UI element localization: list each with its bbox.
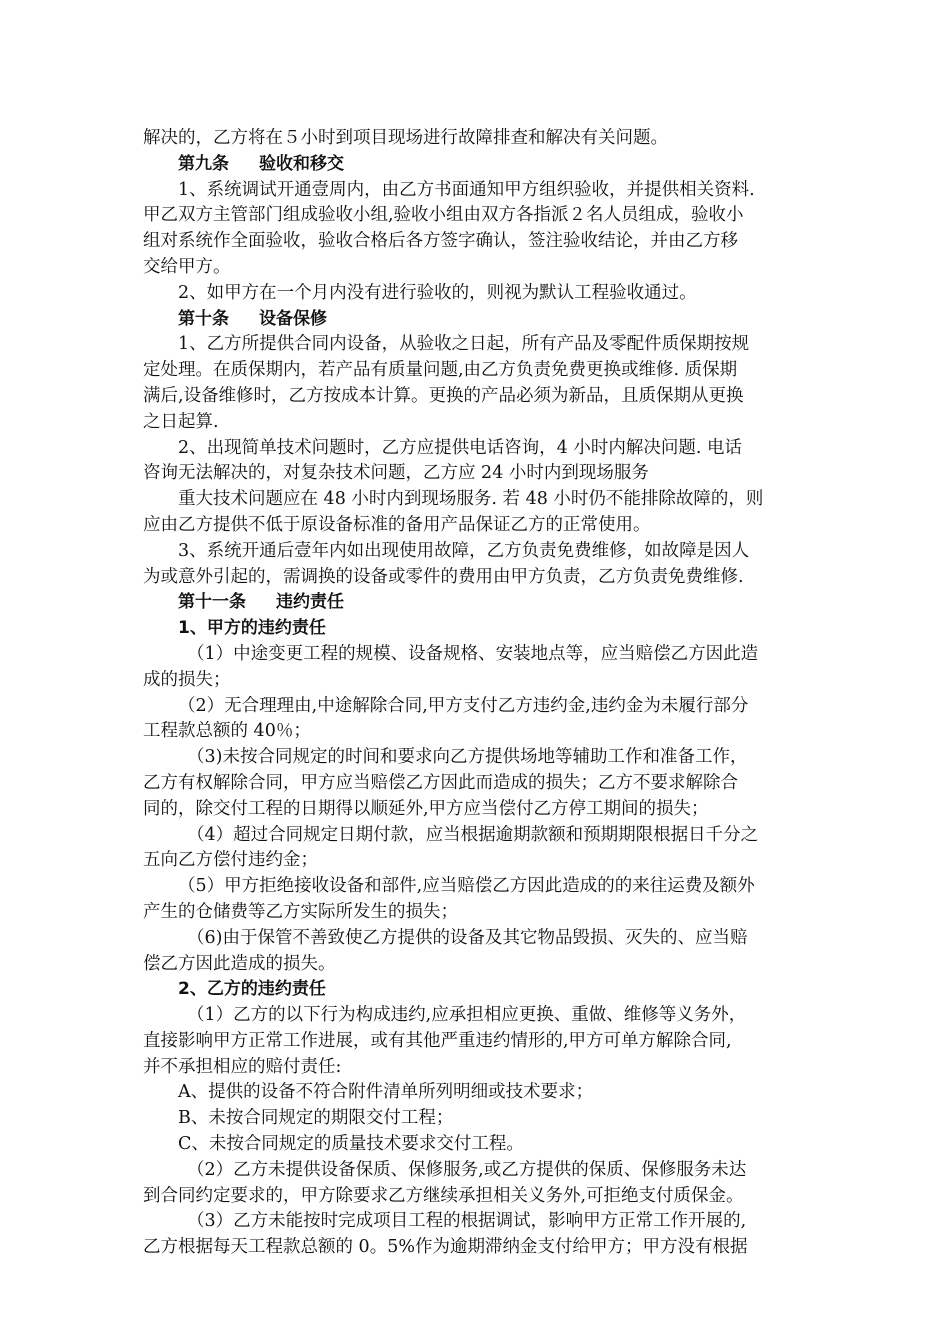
article-title: 违约责任 <box>276 592 344 613</box>
text-line: B、未按合同规定的期限交付工程； <box>178 1108 454 1129</box>
article-title: 验收和移交 <box>259 153 344 174</box>
text-line: （3)未按合同规定的时间和要求向乙方提供场地等辅助工作和准备工作， <box>187 747 748 768</box>
text-line: 2、出现简单技术问题时，乙方应提供电话咨询，4 小时内解决问题. 电话 <box>178 437 742 458</box>
text-line: 1、乙方所提供合同内设备，从验收之日起，所有产品及零配件质保期按规 <box>178 334 750 355</box>
text-line: 解决的，乙方将在５小时到项目现场进行故障排查和解决有关问题。 <box>143 128 668 148</box>
text-line: 偿乙方因此造成的损失。 <box>143 953 336 974</box>
text-line: 咨询无法解决的，对复杂技术问题，乙方应 24 小时内到现场服务 <box>143 463 649 484</box>
text-line: 到合同约定要求的，甲方除要求乙方继续承担相关义务外,可拒绝支付质保金。 <box>143 1185 744 1206</box>
article-title: 设备保修 <box>259 308 327 329</box>
text-line: 重大技术问题应在 48 小时内到现场服务. 若 48 小时仍不能排除故障的，则 <box>178 489 764 510</box>
text-line: （4）超过合同规定日期付款，应当根据逾期款额和预期期限根据日千分之 <box>187 824 759 845</box>
text-line: 1、系统调试开通壹周内，由乙方书面通知甲方组织验收，并提供相关资料. <box>178 179 755 200</box>
document-body <box>143 126 803 1261</box>
text-line: 定处理。在质保期内，若产品有质量问题,由乙方负责免费更换或维修. 质保期 <box>143 360 738 381</box>
text-line: （6)由于保管不善致使乙方提供的设备及其它物品毁损、灭失的、应当赔 <box>187 927 748 948</box>
text-line: 甲乙双方主管部门组成验收小组,验收小组由双方各指派２名人员组成，验收小 <box>143 205 744 226</box>
article-heading <box>143 152 803 178</box>
article-number: 第十一条 <box>178 592 246 613</box>
article-number: 第十条 <box>178 308 229 329</box>
text-line: 同的，除交付工程的日期得以顺延外,甲方应当偿付乙方停工期间的损失； <box>143 798 709 819</box>
text-line: （2）无合理理由,中途解除合同,甲方支付乙方违约金,违约金为未履行部分 <box>178 695 749 716</box>
text-line: （5）甲方拒绝接收设备和部件,应当赔偿乙方因此造成的的来往运费及额外 <box>178 876 755 897</box>
text-line: 为或意外引起的，需调换的设备或零件的费用由甲方负责，乙方负责免费维修. <box>143 566 744 587</box>
text-line: 直接影响甲方正常工作进展，或有其他严重违约情形的,甲方可单方解除合同, <box>143 1030 732 1051</box>
text-line: 乙方有权解除合同，甲方应当赔偿乙方因此而造成的损失；乙方不要求解除合 <box>143 772 738 793</box>
section-heading: 2、乙方的违约责任 <box>178 979 326 1000</box>
article-heading <box>143 590 803 616</box>
text-line: 并不承担相应的赔付责任: <box>143 1056 342 1077</box>
text-line: （3）乙方未能按时完成项目工程的根据调试，影响甲方正常工作开展的, <box>187 1211 747 1232</box>
text-line: （2）乙方未提供设备保质、保修服务,或乙方提供的保质、保修服务未达 <box>187 1159 747 1180</box>
article-number: 第九条 <box>178 153 229 174</box>
text-line: 交给甲方。 <box>143 256 231 277</box>
section-heading: 1、甲方的违约责任 <box>178 618 326 639</box>
text-line: 乙方根据每天工程款总额的 0。5%作为逾期滞纳金支付给甲方；甲方没有根据 <box>143 1237 748 1258</box>
text-line: （1）中途变更工程的规模、设备规格、安装地点等，应当赔偿乙方因此造 <box>187 643 759 664</box>
text-line: （1）乙方的以下行为构成违约,应承担相应更换、重做、维修等义务外， <box>187 1005 747 1026</box>
text-line: 组对系统作全面验收，验收合格后各方签字确认，签注验收结论，并由乙方移 <box>143 231 738 252</box>
text-line: 3、系统开通后壹年内如出现使用故障，乙方负责免费维修，如故障是因人 <box>178 540 750 561</box>
text-line: 2、如甲方在一个月内没有进行验收的，则视为默认工程验收通过。 <box>178 282 697 303</box>
text-line: 成的损失； <box>143 669 231 690</box>
text-line: 满后,设备维修时，乙方按成本计算。更换的产品必须为新品，且质保期从更换 <box>143 385 744 406</box>
article-heading <box>143 307 803 333</box>
text-line: A、提供的设备不符合附件清单所列明细或技术要求； <box>178 1082 594 1103</box>
text-line: 工程款总额的 40％； <box>143 721 311 742</box>
text-line: 之日起算. <box>143 411 219 432</box>
text-line: 产生的仓储费等乙方实际所发生的损失； <box>143 901 458 922</box>
text-line: 应由乙方提供不低于原设备标准的备用产品保证乙方的正常使用。 <box>143 514 651 535</box>
text-line: 五向乙方偿付违约金； <box>143 850 318 871</box>
text-line: C、未按合同规定的质量技术要求交付工程。 <box>178 1134 524 1155</box>
